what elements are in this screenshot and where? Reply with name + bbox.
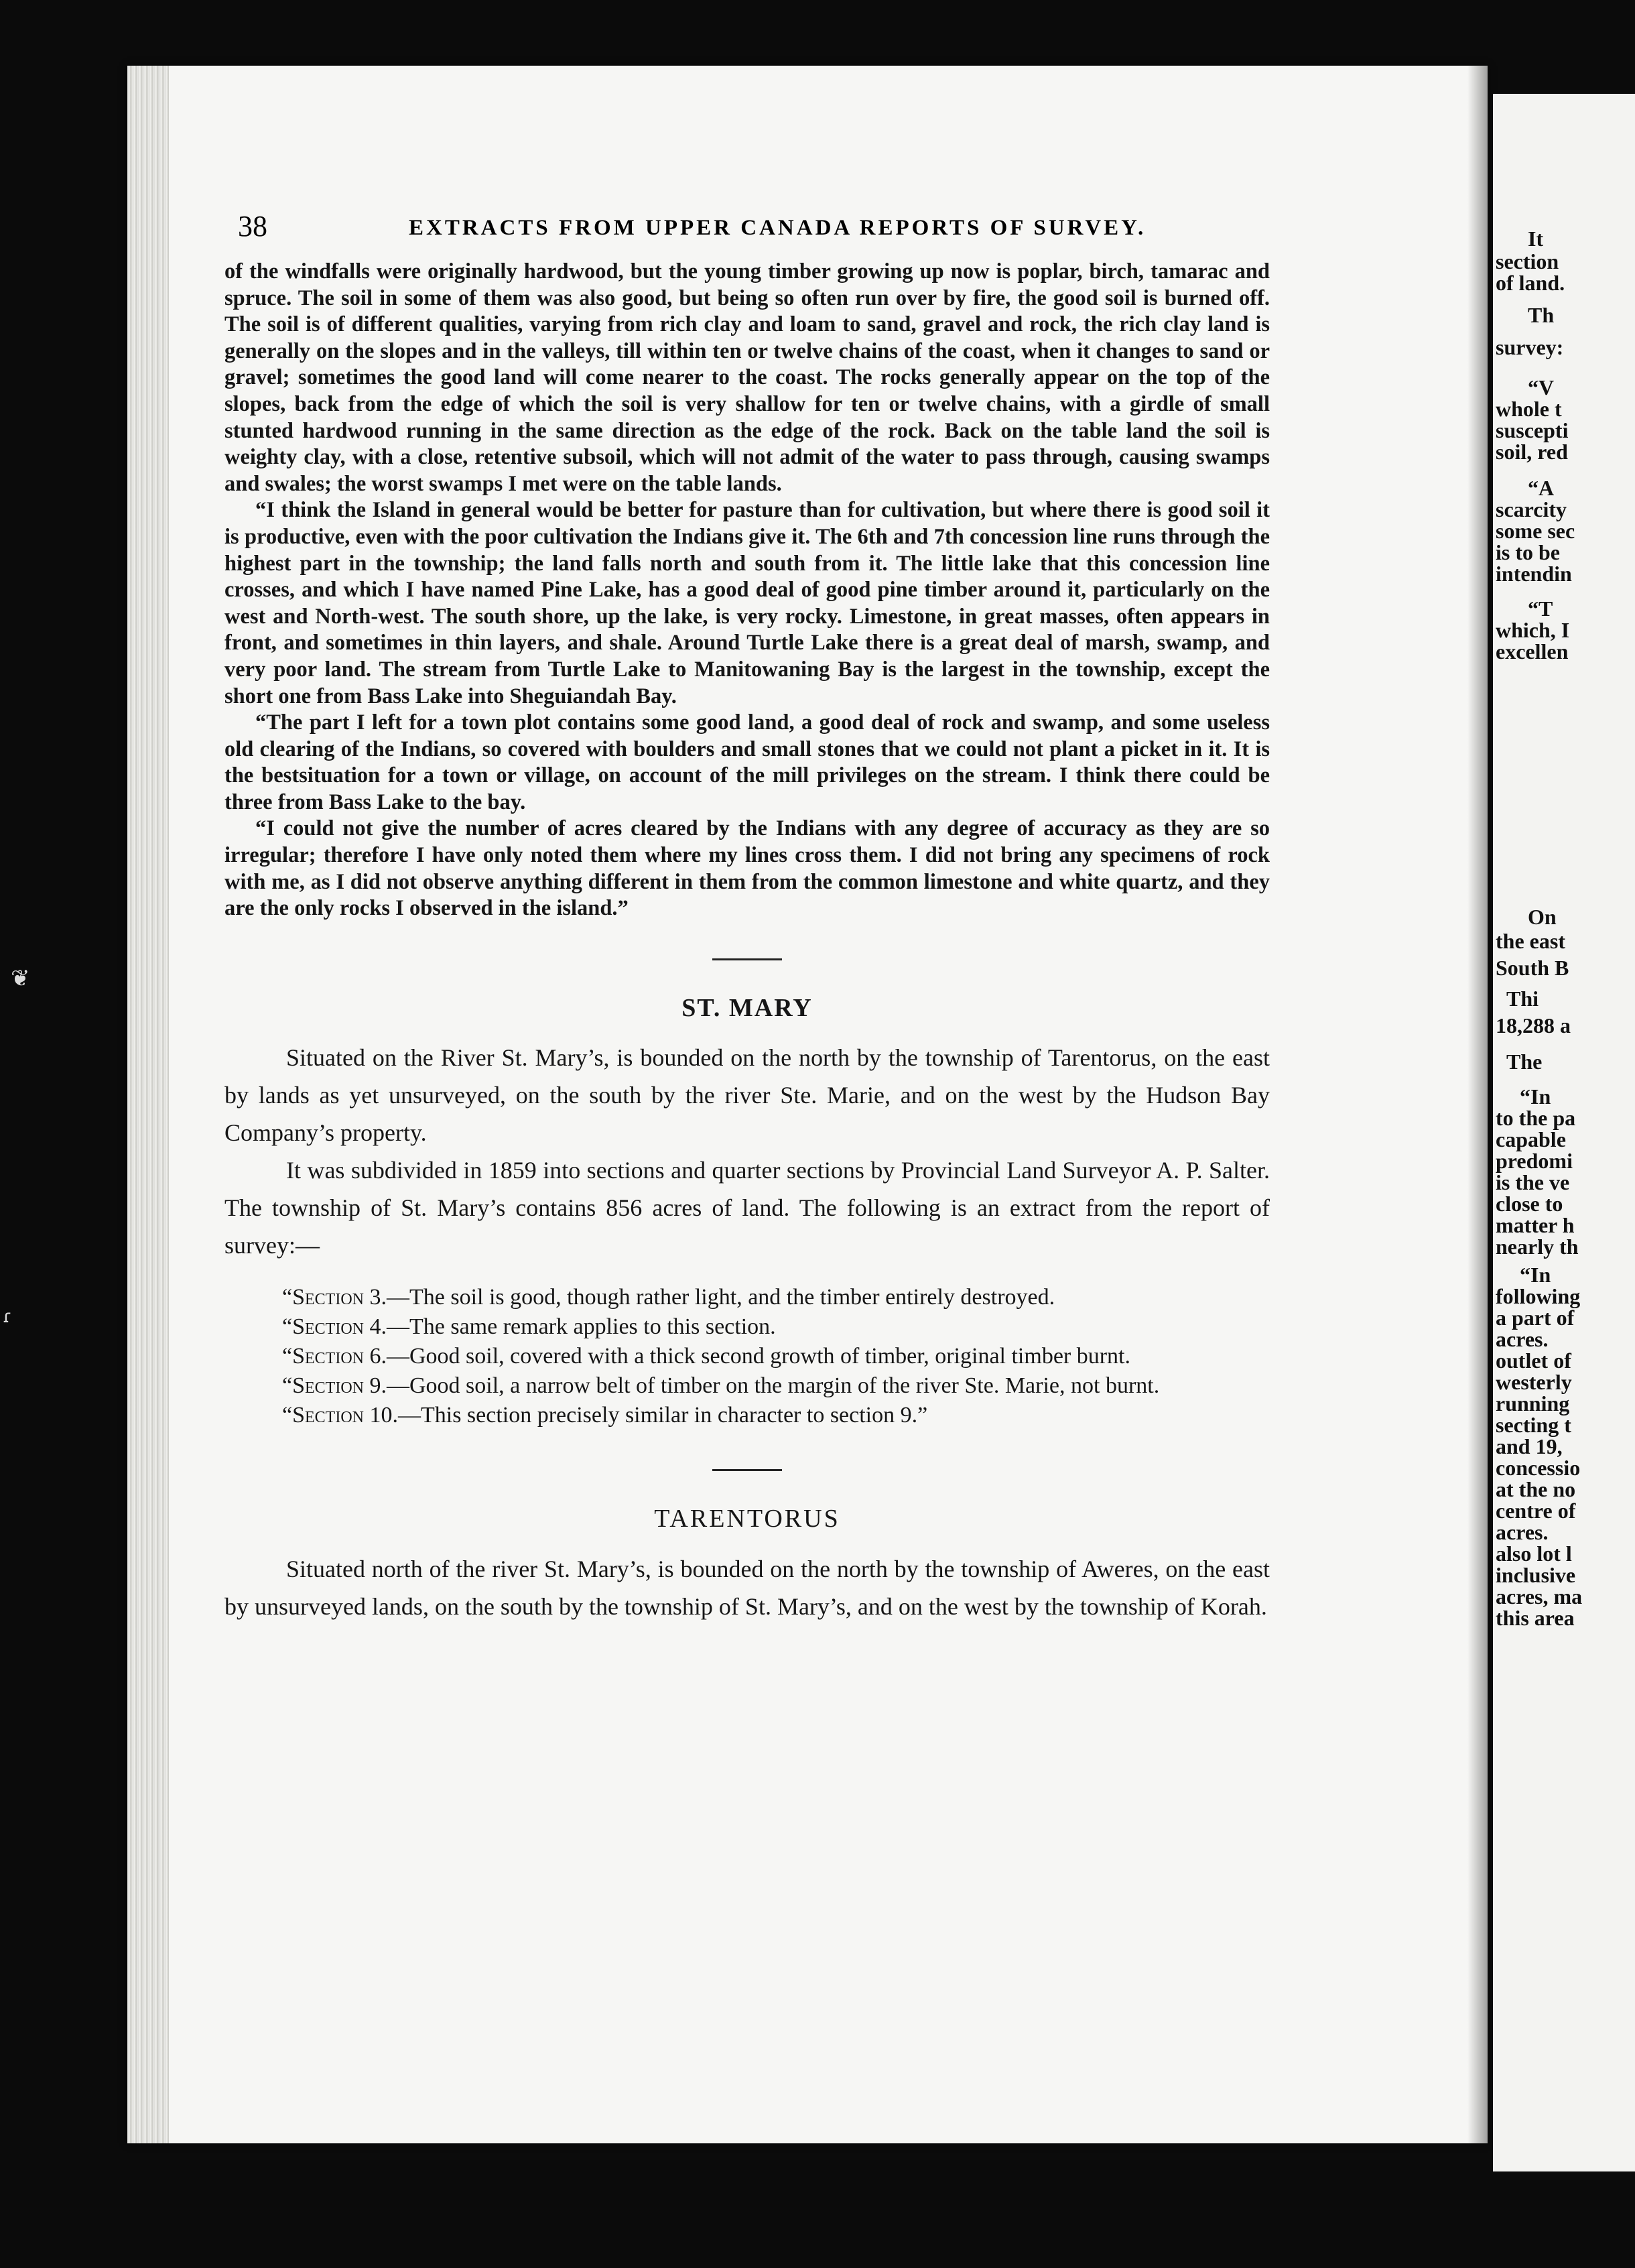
margin-mark: ❦ (11, 965, 30, 992)
paragraph: of the windfalls were originally hardwood, but the young timber growing up now is poplar, birch, tamarac and spruce. The soil in some of them was also good, but being so often run over by fire, the good soil is burned off. The soil is of different qualities, varying from rich clay and loam to sand, gravel and rock, the rich clay land is generally on the slopes and in the valleys, till within ten or twelve chains of the coast, when it changes to sand or gravel; sometimes the good land will come nearer to the coast. The rocks generally appear on the top of the slopes, back from the edge of which the soil is very shallow for ten or twelve chains, with a girdle of small stunted hardwood running in the same direction as the edge of the rock. Back on the table land the soil is weighty clay, with a close, retentive subsoil, which will not admit of the water to pass through, causing swamps and swales; the worst swamps I met were on the table lands. (224, 259, 1270, 496)
facing-page-line: is to be (1496, 540, 1560, 564)
facing-page-line: acres, ma (1496, 1584, 1583, 1609)
facing-page-line: the east (1496, 929, 1565, 953)
facing-page-line: survey: (1496, 335, 1564, 359)
margin-mark: ɾ (3, 1307, 12, 1327)
facing-page-line: is the ve (1496, 1170, 1570, 1194)
facing-page-line: It (1528, 227, 1544, 251)
facing-page-line: following (1496, 1284, 1581, 1308)
page-header (238, 209, 1421, 249)
facing-page-line: close to (1496, 1192, 1563, 1216)
section-entry (224, 1283, 1270, 1312)
facing-page-line: South B (1496, 956, 1569, 980)
facing-page-line: to the pa (1496, 1106, 1576, 1130)
facing-page-line: On (1528, 905, 1557, 929)
facing-page-line: 18,288 a (1496, 1013, 1571, 1037)
facing-page-line: intendin (1496, 562, 1572, 586)
facing-page-line: and 19, (1496, 1434, 1563, 1458)
facing-page-line: soil, red (1496, 440, 1568, 464)
section-entry (224, 1342, 1270, 1371)
section-heading-st-mary: ST. MARY (681, 993, 813, 1022)
st-mary-description (224, 1039, 1270, 1264)
page-gutter (1467, 66, 1488, 2143)
facing-page-line: “In (1520, 1084, 1551, 1109)
facing-page-line: concessio (1496, 1456, 1581, 1480)
paragraph: “I think the Island in general would be better for pasture than for cultivation, but where there is good soil it is productive, even with the poor cultivation the Indians give it. The 6th and 7th concession line runs through the highest part in the township; the land falls north and south from it. The little lake that this concession line crosses, and which I have named Pine Lake, has a good deal of good pine timber around it, particularly on the west and North-west. The south shore, up the lake, is very rocky. Limestone, in great masses, often appears in front, and sometimes in thin layers, and shale. Around Turtle Lake there is a great deal of marsh, swamp, and very poor land. The stream from Turtle Lake to Manitowaning Bay is the largest in the township, except the short one from Bass Lake into Sheguiandah Bay. (224, 498, 1270, 708)
section-entry (224, 1401, 1270, 1430)
paragraph: It was subdivided in 1859 into sections and quarter sections by Provincial Land Surveyor A. P. Salter. The township of St. Mary’s contains 856 acres of land. The following is an extract from the report of survey:— (224, 1157, 1270, 1259)
facing-page-line: acres. (1496, 1520, 1549, 1544)
facing-page-line: excellen (1496, 639, 1569, 664)
facing-page-line: running (1496, 1391, 1570, 1415)
facing-page-line: a part of (1496, 1306, 1575, 1330)
facing-page-line: The (1506, 1050, 1543, 1074)
section-label: “Section 9. (282, 1373, 387, 1399)
section-label: “Section 10. (282, 1403, 398, 1428)
facing-page-line: predomi (1496, 1149, 1573, 1173)
section-entry (224, 1312, 1270, 1342)
facing-page-line: at the no (1496, 1477, 1576, 1501)
section-entry (224, 1371, 1270, 1401)
report-text (224, 259, 1270, 1625)
section-label: “Section 6. (282, 1344, 387, 1369)
facing-page-line: which, I (1496, 618, 1570, 642)
survey-extract (224, 1283, 1270, 1430)
paragraph: Situated on the River St. Mary’s, is bounded on the north by the township of Tarentorus, on the east by lands as yet unsurveyed, on the south by the river Ste. Marie, and on the west by the Hudson Bay Company’s property. (224, 1044, 1270, 1147)
facing-page-line: acres. (1496, 1327, 1549, 1351)
section-heading-tarentorus: TARENTORUS (654, 1505, 840, 1533)
facing-page-line: matter h (1496, 1213, 1575, 1237)
facing-page-line: “T (1528, 596, 1553, 621)
facing-page-line: “In (1520, 1263, 1551, 1287)
facing-page-line: this area (1496, 1606, 1575, 1630)
paragraph: “The part I left for a town plot contains some good land, a good deal of rock and swamp, and some useless old clearing of the Indians, so covered with boulders and small stones that we could not plant a picket in it. It is the bestsituation for a town or village, on account of the mill privileges on the stream. I think there could be three from Bass Lake to the bay. (224, 710, 1270, 814)
facing-page-line: of land. (1496, 271, 1565, 295)
facing-page-line: inclusive (1496, 1563, 1576, 1587)
facing-page-line: suscepti (1496, 418, 1569, 442)
paragraph: Situated north of the river St. Mary’s, is bounded on the north by the township of Aweres, on the east by unsurveyed lands, on the south by the township of St. Mary’s, and on the west by the township of Korah. (224, 1556, 1270, 1621)
section-label: “Section 3. (282, 1285, 387, 1310)
facing-page (1493, 94, 1635, 2171)
running-head: EXTRACTS FROM UPPER CANADA REPORTS OF SURVEY. (409, 216, 1147, 240)
section-text: —Good soil, covered with a thick second growth of timber, original timber burnt. (386, 1344, 1130, 1369)
facing-page-line: Thi (1506, 987, 1539, 1011)
facing-page-line: section (1496, 249, 1559, 273)
facing-page-line: secting t (1496, 1413, 1571, 1437)
facing-page-line: westerly (1496, 1370, 1572, 1394)
section-text: —The soil is good, though rather light, and the timber entirely destroyed. (386, 1285, 1055, 1310)
section-label: “Section 4. (282, 1314, 387, 1340)
facing-page-line: “A (1528, 476, 1555, 500)
page-number: 38 (238, 210, 267, 243)
paragraph: “I could not give the number of acres cleared by the Indians with any degree of accuracy as they are so irregular; therefore I have only noted them where my lines cross them. I did not bring any specimens of rock with me, as I did not observe anything different in them from the common limestone and white quartz, and they are the only rocks I observed in the island.” (224, 816, 1270, 921)
facing-page-line: outlet of (1496, 1348, 1571, 1373)
section-text: —This section precisely similar in character to section 9.” (397, 1403, 928, 1428)
facing-page-line: Th (1528, 303, 1555, 327)
facing-page-line: centre of (1496, 1499, 1576, 1523)
section-text: —The same remark applies to this section. (386, 1314, 776, 1340)
facing-page-line: nearly th (1496, 1235, 1579, 1259)
facing-page-line: “V (1528, 375, 1555, 399)
page-edge (127, 66, 169, 2143)
tarentorus-description (224, 1550, 1270, 1625)
section-text: —Good soil, a narrow belt of timber on the margin of the river Ste. Marie, not burnt. (386, 1373, 1160, 1399)
facing-page-line: capable (1496, 1127, 1566, 1151)
facing-page-line: whole t (1496, 397, 1562, 421)
facing-page-line: also lot l (1496, 1541, 1572, 1566)
facing-page-line: some sec (1496, 519, 1575, 543)
facing-page-line: scarcity (1496, 497, 1567, 521)
